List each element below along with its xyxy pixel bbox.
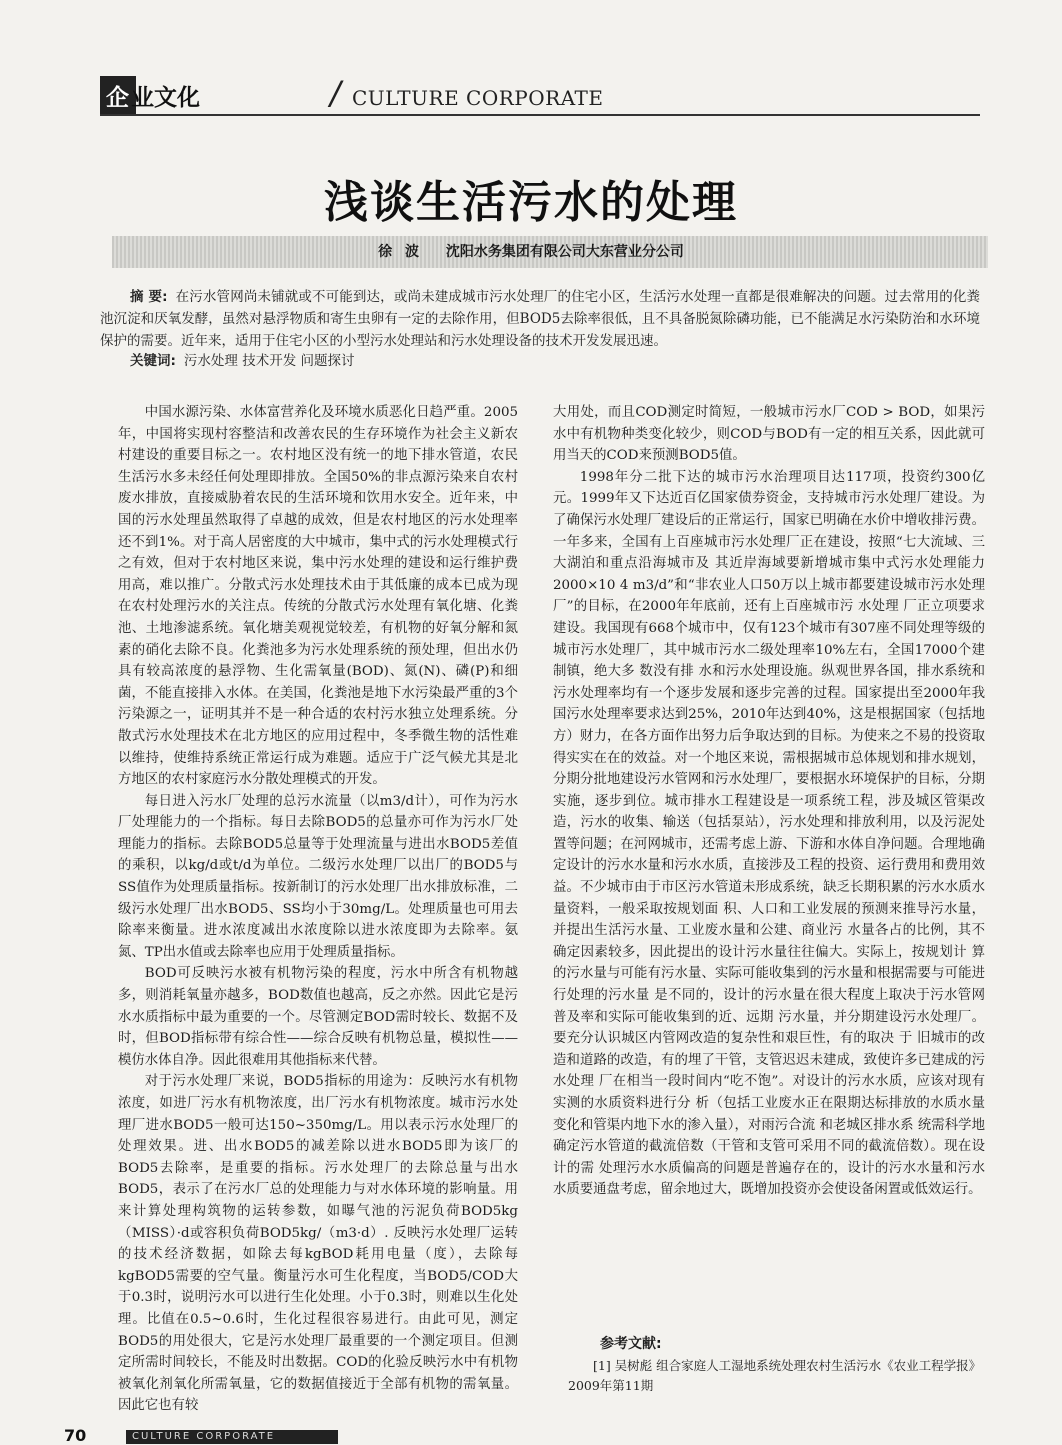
abstract-label: 摘 要: [130, 289, 168, 305]
abstract-text: 在污水管网尚未铺就或不可能到达，或尚未建成城市污水处理厂的住宅小区，生活污水处理一直都是很难解决的问题。过去常用的化粪池沉淀和厌氧发酵，虽然对悬浮物质和寄生虫卵有一定的去除作用，但BOD5去除率很低，且不具备脱氮除磷功能，已不能满足水污染防治和水环境保护的需要。近年来，适用于住宅小区的小型污水处理站和污水处理设备的技术开发发展迅速。 [100, 289, 980, 349]
page-number: 70 [64, 1426, 87, 1445]
right-column [553, 402, 985, 1201]
keywords-text: 污水处理 技术开发 问题探讨 [183, 353, 355, 369]
affiliation: 沈阳水务集团有限公司大东营业分公司 [445, 244, 684, 260]
section-tag-rest: 业文化 [131, 84, 200, 111]
references-list [568, 1356, 988, 1396]
byline [0, 241, 1062, 261]
reference-item: [1] 吴树彪 组合家庭人工湿地系统处理农村生活污水《农业工程学报》2009年第11期 [568, 1358, 982, 1393]
section-english-title: CULTURE CORPORATE [352, 86, 604, 110]
left-column [118, 402, 518, 1417]
article-title: 浅谈生活污水的处理 [324, 177, 738, 228]
abstract [100, 286, 980, 352]
paragraph: 中国水源污染、水体富营养化及环境水质恶化日趋严重。2005年，中国将实现村容整洁和改善农民的生存环境作为社会主义新农村建设的重要目标之一。农村地区没有统一的地下排水管道，农民生活污水多未经任何处理即排放。全国50%的非点源污染来自农村废水排放，直接威胁着农民的生活环境和饮用水安全。近年来，中国的污水处理虽然取得了卓越的成效，但是农村地区的污水处理率还不到1%。对于高人居密度的大中城市，集中式的污水处理模式行之有效，但对于农村地区来说，集中污水处理的建设和运行维护费用高，难以推广。分散式污水处理技术由于其低廉的成本已成为现在农村处理污水的关注点。传统的分散式污水处理有氧化塘、化粪池、土地渗滤系统。氧化塘美观视觉较差，有机物的好氧分解和氮素的硝化去除不良。化粪池多为污水处理系统的预处理，但出水仍具有较高浓度的悬浮物、生化需氧量(BOD)、氮(N)、磷(P)和细菌，不能直接排入水体。在美国，化粪池是地下水污染最严重的3个污染源之一，证明其并不是一种合适的农村污水独立处理系统。分散式污水处理技术在北方地区的应用过程中，冬季微生物的活性难以维持，使维持系统正常运行成为难题。适应于广泛气候尤其是北方地区的农村家庭污水分散处理模式的开发。 [118, 405, 518, 788]
section-header [100, 76, 980, 114]
page-footer [64, 1426, 964, 1444]
references-title: 参考文献: [600, 1336, 662, 1352]
paragraph: 对于污水处理厂来说，BOD5指标的用途为：反映污水有机物浓度，如进厂污水有机物浓度，出厂污水有机物浓度。城市污水处理厂进水BOD5一般可达150~350mg/L。用以表示污水处理厂的处理效果。进、出水BOD5的减差除以进水BOD5即为该厂的BOD5去除率，是重要的指标。污水处理厂的去除总量与出水BOD5，表示了在污水厂总的处理能力与对水体环境的影响量。用来计算处理构筑物的运转参数，如曝气池的污泥负荷BOD5kg（MISS）·d或容积负荷BOD5kg/（m3·d）. 反映污水处理厂运转的技术经济数据，如除去每kgBOD耗用电量（度），去除每kgBOD5需要的空气量。衡量污水可生化程度，当BOD5/COD大于0.3时，说明污水可以进行生化处理。小于0.3时，则难以生化处理。比值在0.5~0.6时，生化过程很容易进行。由此可见，测定BOD5的用处很大，它是污水处理厂最重要的一个测定项目。但测定所需时间较长，不能及时出数据。COD的化验反映污水中有机物被氧化剂氧化所需氧量，它的数据值接近于全部有机物的需氧量。因此它也有较 [118, 1074, 518, 1414]
paragraph: 每日进入污水厂处理的总污水流量（以m3/d计），可作为污水厂处理能力的一个指标。每日去除BOD5的总量亦可作为污水厂处理能力的指标。去除BOD5总量等于处理流量与进出水BOD5差值的乘积，以kg/d或t/d为单位。二级污水处理厂以出厂的BOD5与SS值作为处理质量指标。按新制订的污水处理厂出水排放标准，二级污水处理厂出水BOD5、SS均小于30mg/L。处理质量也可用去除率来衡量。进水浓度减出水浓度除以进水浓度即为去除率。氨氮、TP出水值或去除率也应用于处理质量指标。 [118, 793, 518, 960]
footer-tag: CULTURE CORPORATE [126, 1430, 338, 1444]
section-tag [100, 76, 206, 114]
paragraph: BOD可反映污水被有机物污染的程度，污水中所含有机物越多，则消耗氧量亦越多，BOD数值也越高，反之亦然。因此它是污水水质指标中最为重要的一个。尽管测定BOD需时较长、数据不及时，但BOD指标带有综合性——综合反映有机物总量，模拟性——模仿水体自净。因此很难用其他指标来代替。 [118, 966, 518, 1068]
paragraph: 大用处，而且COD测定时简短，一般城市污水厂COD > BOD，如果污水中有机物种类变化较少，则COD与BOD有一定的相互关系，因此就可用当天的COD来预测BOD5值。 [553, 405, 985, 464]
header-rule [100, 114, 980, 116]
keywords [130, 350, 980, 372]
author: 徐 波 [378, 244, 423, 260]
section-tag-first-char: 企 [106, 84, 129, 111]
section-slash: / [330, 74, 341, 112]
keywords-label: 关键词: [130, 353, 176, 369]
paragraph: 1998年分二批下达的城市污水治理项目达117项，投资约300亿元。1999年又下达近百亿国家债券资金，支持城市污水处理厂建设。为了确保污水处理厂建设后的正常运行，国家已明确在水价中增收排污费。一年多来，全国有上百座城市污水处理厂正在建设，按照“七大流域、三大湖泊和重点沿海城市及 其近岸海域要新增城市集中式污水处理能力2000×10 4 m3/d”和“非农业人口50万以上城市都要建设城市污水处理厂”的目标，在2000年年底前，还有上百座城市污 水处理 厂正立项要求建设。我国现有668个城市中，仅有123个城市有307座不同处理等级的 城市污水处理厂，其中城市污水二级处理率10%左右，全国17000个建制镇，绝大多 数没有排 水和污水处理设施。纵观世界各国，排水系统和污水处理率均有一个逐步发展和逐步完善的过程。国家提出至2000年我国污水处理率要求达到25%，2010年达到40%，这是根据国家（包括地方）财力，在各方面作出努力后争取达到的目标。为使来之不易的投资取得实实在在的效益。对一个地区来说，需根据城市总体规划和排水规划，分期分批地建设污水管网和污水处理厂，要根据水环境保护的目标，分期实施，逐步到位。城市排水工程建设是一项系统工程，涉及城区管渠改造，污水的收集、输送（包括泵站），污水处理和排放利用，以及污泥处置等问题；在河网城市，还需考虑上游、下游和水体自净问题。合理地确定设计的污水水量和污水水质，直接涉及工程的投资、运行费用和费用效益。不少城市由于市区污水管道未形成系统，缺乏长期积累的污水水质水量资料，一般采取按规划面 积、人口和工业发展的预测来推导污水量，并提出生活污水量、工业废水量和公建、商业污 水量各占的比例，其不确定因素较多，因此提出的设计污水量往往偏大。实际上，按规划计 算的污水量与可能有污水量、实际可能收集到的污水量和根据需要与可能进行处理的污水量 是不同的，设计的污水量在很大程度上取决于污水管网普及率和实际可能收集到的近、远期 污水量，并分期建设污水处理厂。要充分认识城区内管网改造的复杂性和艰巨性，有的取决 于 旧城市的改造和道路的改造，有的埋了干管，支管迟迟未建成，致使许多已建成的污水处理 厂在相当一段时间内“吃不饱”。对设计的污水水质，应该对现有实测的水质资料进行分 析（包括工业废水正在限期达标排放的水质水量变化和管渠内地下水的渗入量），对雨污合流 和老城区排水系 统需科学地确定污水管道的截流倍数（干管和支管可采用不同的截流倍数）。现在设计的需 处理污水水质偏高的问题是普遍存在的，设计的污水水量和污水水质要通盘考虑，留余地过大，既增加投资亦会使设备闲置或低效运行。 [553, 469, 985, 1198]
